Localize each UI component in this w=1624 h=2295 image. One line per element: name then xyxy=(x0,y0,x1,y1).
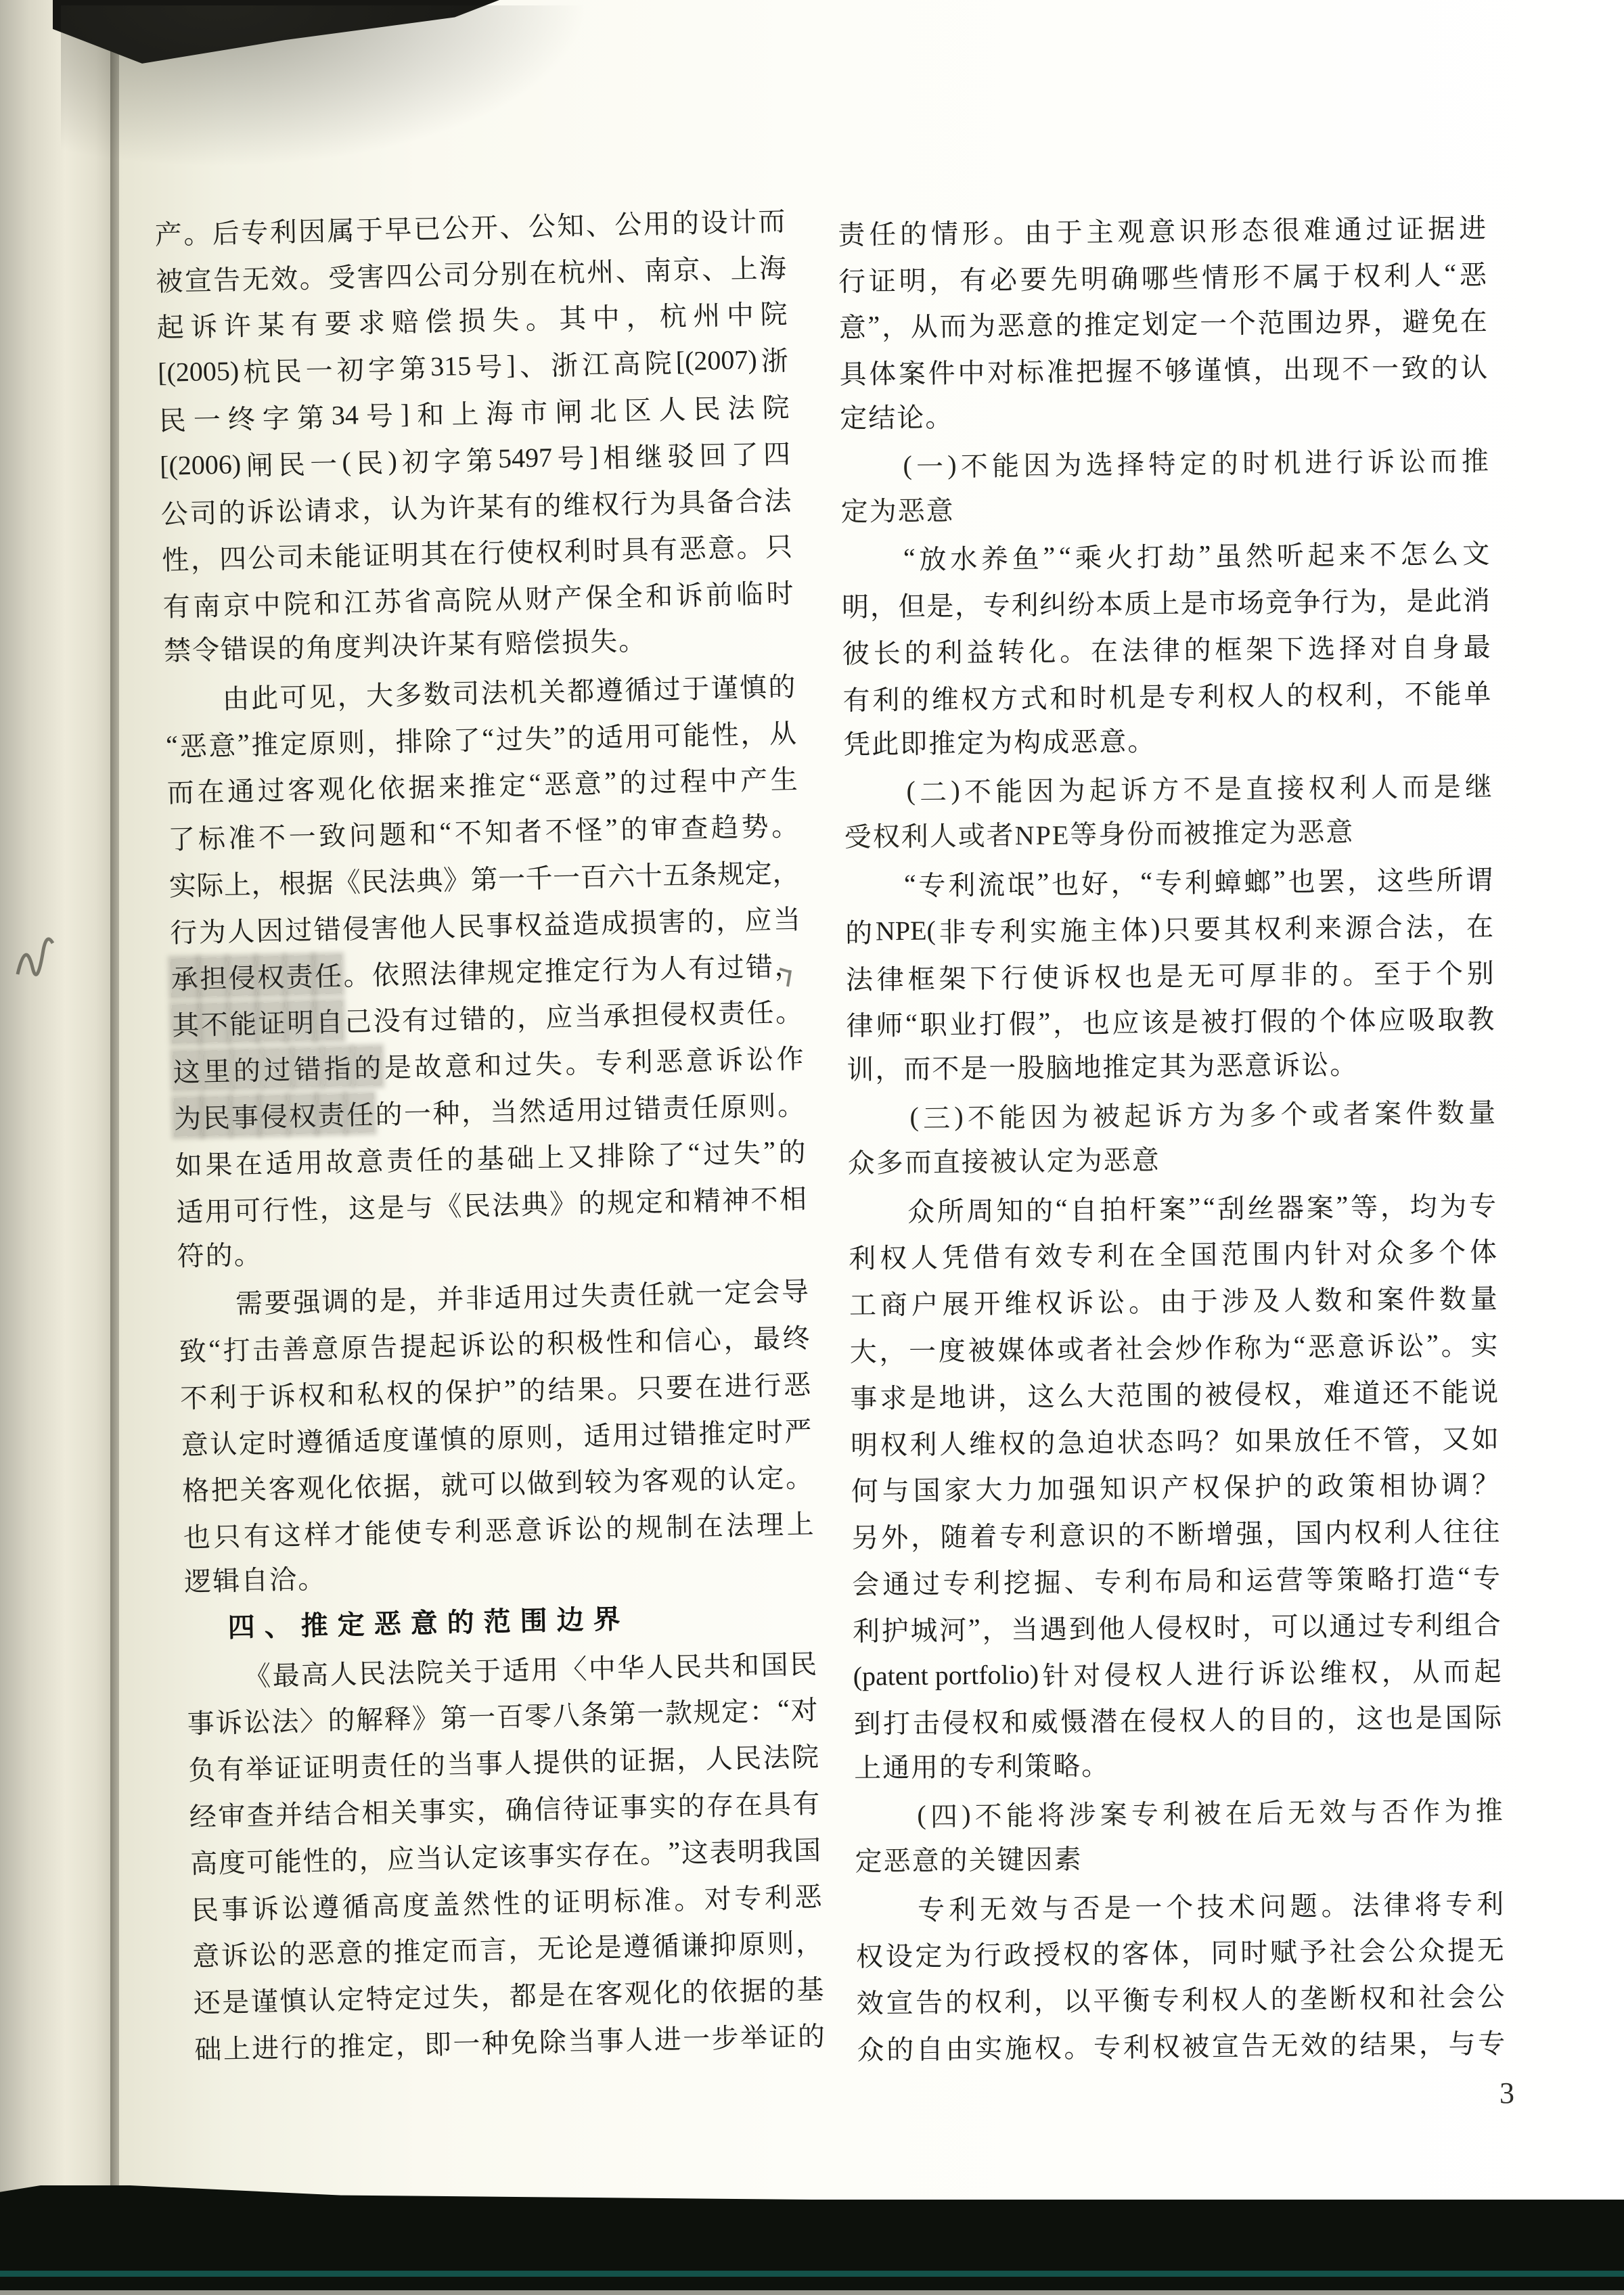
text-line: 彼 长 的 利 益 转 化 。 在 法 律 的 框 架 下 选 择 对 自 身 最 xyxy=(842,631,1491,670)
text-line: (patent portfolio) 针 对 侵 权 人 进 行 诉 讼 维 权 ， 从 而 起 xyxy=(853,1656,1502,1691)
text-line: 律 师 “ 职 业 打 假 ” ， 也 应 该 是 被 打 假 的 个 体 应 吸 取 教 xyxy=(846,1004,1495,1042)
text-line: 由 此 可 见 ， 大 多 数 司 法 机 关 都 遵 循 过 于 谨 慎 的 xyxy=(222,671,796,714)
text-line: “ 恶 意 ” 推 定 原 则 ， 排 除 了 “ 过 失 ” 的 适 用 可 能 性 ， 从 xyxy=(165,718,797,763)
text-line: 效 宣 告 的 权 利 ， 以 平 衡 专 利 权 人 的 垄 断 权 和 社 会 公 xyxy=(856,1981,1505,2020)
text-line: ( 二 ) 不 能 因 为 起 诉 方 不 是 直 接 权 利 人 而 是 继 xyxy=(906,771,1493,809)
text-line: 大 ， 一 度 被 媒 体 或 者 社 会 炒 作 称 为 “ 恶 意 诉 讼 ” 。 实 xyxy=(849,1328,1498,1367)
text-line: 实 际 上 ， 根 据 《 民 法 典 》 第 一 千 一 百 六 十 五 条 规 定 ， xyxy=(168,857,800,902)
text-line: 工 商 户 展 开 维 权 诉 讼 。 由 于 涉 及 人 数 和 案 件 数 量 xyxy=(849,1283,1497,1321)
text-line: 为 民 事 侵 权 责 任 的 一 种 ， 当 然 适 用 过 错 责 任 原 则 。 xyxy=(174,1080,805,1140)
text-line: [(2005) 杭 民 一 初 字 第 315 号 ] 、 浙 江 高 院 [(2007) 浙 xyxy=(157,344,789,388)
text-line: 定恶意的关键因素 xyxy=(855,1844,1083,1877)
text-line: ( 三 ) 不 能 因 为 被 起 诉 方 为 多 个 或 者 案 件 数 量 xyxy=(909,1097,1496,1134)
text-line: 众 所 周 知 的 “ 自 拍 杆 案 ” “ 刮 丝 器 案 ” 等 ， 均 为 专 xyxy=(907,1189,1497,1227)
text-line: “ 放 水 养 鱼 ” “ 乘 火 打 劫 ” 虽 然 听 起 来 不 怎 么 文 xyxy=(903,539,1490,576)
text-line: 有 利 的 维 权 方 式 和 时 机 是 专 利 权 人 的 权 利 ， 不 能 单 xyxy=(842,678,1491,716)
text-line: 础 上 进 行 的 推 定 ， 即 一 种 免 除 当 事 人 进 一 步 举 证 的 xyxy=(194,2020,826,2066)
text-line: 利 护 城 河 ” ， 当 遇 到 他 人 侵 权 时 ， 可 以 通 过 专 利 组 合 xyxy=(852,1609,1502,1647)
text-line: 产 。 后 专 利 因 属 于 早 已 公 开 、 公 知 、 公 用 的 设 计 而 xyxy=(154,206,786,250)
text-line: 格 把 关 客 观 化 依 据 ， 就 可 以 做 到 较 为 客 观 的 认 定 。 xyxy=(181,1462,813,1507)
text-line: 性 ， 四 公 司 未 能 证 明 其 在 行 使 权 利 时 具 有 恶 意 。 只 xyxy=(161,532,793,576)
text-line: 训，而不是一股脑地推定其为恶意诉讼。 xyxy=(847,1049,1359,1086)
scan-bottom-edge xyxy=(0,2290,1624,2295)
text-line: 事 求 是 地 讲 ， 这 么 大 范 围 的 被 侵 权 ， 难 道 还 不 能 说 xyxy=(850,1376,1499,1414)
text-line: 经 审 查 并 结 合 相 关 事 实 ， 确 信 待 证 事 实 的 存 在 具 有 xyxy=(189,1788,820,1833)
text-line: 行 为 人 因 过 错 侵 害 他 人 民 事 权 益 造 成 损 害 的 ， 应 当 xyxy=(169,904,801,949)
text-line: “ 专 利 流 氓 ” 也 好 ， “ 专 利 蟑 螂 ” 也 罢 ， 这 些 所 谓 xyxy=(903,864,1493,901)
column-left xyxy=(154,196,826,2072)
text-line: 了 标 准 不 一 致 问 题 和 “ 不 知 者 不 怪 ” 的 审 查 趋 势 。 xyxy=(167,811,799,856)
text-line: 行 证 明 ， 有 必 要 先 明 确 哪 些 情 形 不 属 于 权 利 人 “ 恶 xyxy=(838,258,1487,297)
text-line: ( 四 ) 不 能 将 涉 案 专 利 被 在 后 无 效 与 否 作 为 推 xyxy=(917,1795,1503,1832)
text-line: [(2006) 闸 民 一 ( 民 ) 初 字 第 5497 号 ] 相 继 驳 回 了 四 xyxy=(159,438,791,482)
text-line: 其 不 能 证 明 自 己 没 有 过 错 的 ， 应 当 承 担 侵 权 责 任 。 xyxy=(172,987,803,1047)
text-line: 专 利 无 效 与 否 是 一 个 技 术 问 题 。 法 律 将 专 利 xyxy=(917,1888,1504,1926)
text-line: 需 要 强 调 的 是 ， 并 非 适 用 过 失 责 任 就 一 定 会 导 xyxy=(235,1276,809,1319)
column-right xyxy=(838,203,1506,2072)
pen-tick xyxy=(775,965,800,992)
text-line: 这 里 的 过 错 指 的 是 故 意 和 过 失 。 专 利 恶 意 诉 讼 作 xyxy=(173,1034,804,1094)
text-line: 致 “ 打 击 善 意 原 告 提 起 诉 讼 的 积 极 性 和 信 心 ， 最 终 xyxy=(179,1323,811,1367)
text-line: 适 用 可 行 性 ， 这 是 与 《 民 法 典 》 的 规 定 和 精 神 不 相 xyxy=(175,1183,807,1228)
text-line: 定结论。 xyxy=(839,402,954,434)
text-line: 的 NPE( 非 专 利 实 施 主 体 ) 只 要 其 权 利 来 源 合 法 ， 在 xyxy=(844,911,1494,949)
text-line: 禁令错误的角度判决许某有赔偿损失。 xyxy=(163,625,648,667)
text-line: 意 认 定 时 遵 循 适 度 谨 慎 的 原 则 ， 适 用 过 错 推 定 时 严 xyxy=(181,1415,812,1461)
text-line: 负 有 举 证 证 明 责 任 的 当 事 人 提 供 的 证 据 ， 人 民 法 院 xyxy=(187,1742,819,1786)
text-line: 何 与 国 家 大 力 加 强 知 识 产 权 保 护 的 政 策 相 协 调 ？ xyxy=(851,1470,1499,1507)
text-line: 事 诉 讼 法 〉 的 解 释 》 第 一 百 零 八 条 第 一 款 规 定 ： “ 对 xyxy=(187,1694,818,1740)
text-line: 定为恶意 xyxy=(840,495,955,527)
text-line: 受权利人或者NPE等身份而被推定为恶意 xyxy=(844,817,1355,853)
text-line: 公 司 的 诉 讼 请 求 ， 认 为 许 某 有 的 维 权 行 为 具 备 合 法 xyxy=(160,485,792,530)
text-line: 责 任 的 情 形 。 由 于 主 观 意 识 形 态 很 难 通 过 证 据 进 xyxy=(838,212,1487,250)
text-line: 有 南 京 中 院 和 江 苏 省 高 院 从 财 产 保 全 和 诉 前 临 时 xyxy=(162,578,794,623)
text-line: 《 最 高 人 民 法 院 关 于 适 用 〈 中 华 人 民 共 和 国 民 xyxy=(243,1648,817,1692)
text-line: 高 度 可 能 性 的 ， 应 当 认 定 该 事 实 存 在 。 ” 这 表 明 我 国 xyxy=(189,1834,821,1880)
text-line: 利 权 人 凭 借 有 效 专 利 在 全 国 范 围 内 针 对 众 多 个 体 xyxy=(849,1237,1497,1275)
text-line: 四、推定恶意的范围边界 xyxy=(227,1604,631,1643)
text-line: 众多而直接被认定为恶意 xyxy=(847,1145,1160,1179)
text-line: 符的。 xyxy=(177,1239,263,1272)
text-line: 明 ， 但 是 ， 专 利 纠 纷 本 质 上 是 市 场 竞 争 行 为 ， 是 此 消 xyxy=(841,585,1491,623)
text-line: 民 一 终 字 第 34 号 ] 和 上 海 市 闸 北 区 人 民 法 院 xyxy=(158,392,790,436)
text-line: 而 在 通 过 客 观 化 依 据 来 推 定 “ 恶 意 ” 的 过 程 中 产 生 xyxy=(166,764,798,809)
text-line: 具 体 案 件 中 对 标 准 把 握 不 够 谨 慎 ， 出 现 不 一 致 的 认 xyxy=(839,353,1488,390)
binding-teal-line xyxy=(0,2271,1624,2277)
bottom-scan-band xyxy=(0,2185,1624,2295)
text-line: 上通用的专利策略。 xyxy=(853,1750,1110,1784)
text-line: ( 一 ) 不 能 因 为 选 择 特 定 的 时 机 进 行 诉 讼 而 推 xyxy=(903,445,1489,482)
text-line: 还 是 谨 慎 认 定 特 定 过 失 ， 都 是 在 客 观 化 的 依 据 的 基 xyxy=(193,1974,824,2019)
text-line: 凭此即推定为构成恶意。 xyxy=(843,725,1156,760)
text-line: 意 ” ， 从 而 为 恶 意 的 推 定 划 定 一 个 范 围 边 界 ， 避 免 在 xyxy=(838,306,1487,344)
text-line: 民 事 诉 讼 遵 循 高 度 盖 然 性 的 证 明 标 准 。 对 专 利 恶 xyxy=(191,1881,822,1926)
book-spine-edge xyxy=(0,0,119,2295)
text-line: 不 利 于 诉 权 和 私 权 的 保 护 ” 的 结 果 。 只 要 在 进 行 恶 xyxy=(179,1369,811,1414)
text-line: 被 宣 告 无 效 。 受 害 四 公 司 分 别 在 杭 州 、 南 京 、 上 海 xyxy=(155,252,787,297)
text-line: 会 通 过 专 利 挖 掘 、 专 利 布 局 和 运 营 等 策 略 打 造 “ 专 xyxy=(852,1561,1501,1600)
text-line: 承 担 侵 权 责 任 。 依 照 法 律 规 定 推 定 行 为 人 有 过 错 ， xyxy=(171,940,802,1001)
page-number: 3 xyxy=(1499,2076,1514,2110)
text-line: 也 只 有 这 样 才 能 使 专 利 恶 意 诉 讼 的 规 制 在 法 理 上 xyxy=(183,1509,814,1553)
text-line: 逻辑自洽。 xyxy=(183,1564,327,1597)
pen-mark xyxy=(11,922,61,997)
text-line: 权 设 定 为 行 政 授 权 的 客 体 ， 同 时 赋 予 社 会 公 众 提 无 xyxy=(855,1935,1504,1973)
text-line: 如 果 在 适 用 故 意 责 任 的 基 础 上 又 排 除 了 “ 过 失 ” 的 xyxy=(175,1135,807,1181)
text-line: 法 律 框 架 下 行 使 诉 权 也 是 无 可 厚 非 的 。 至 于 个 别 xyxy=(845,957,1494,995)
text-line: 众 的 自 由 实 施 权 。 专 利 权 被 宣 告 无 效 的 结 果 ， 与 专 xyxy=(857,2028,1506,2066)
text-line: 意 诉 讼 的 恶 意 的 推 定 而 言 ， 无 论 是 遵 循 谦 抑 原 则 ， xyxy=(191,1928,824,1972)
text-line: 起 诉 许 某 有 要 求 赔 偿 损 失 。 其 中 ， 杭 州 中 院 xyxy=(156,299,788,344)
text-line: 到 打 击 侵 权 和 威 慑 潜 在 侵 权 人 的 目 的 ， 这 也 是 国 际 xyxy=(853,1702,1502,1740)
text-line: 明 权 利 人 维 权 的 急 迫 状 态 吗 ？ 如 果 放 任 不 管 ， 又 如 xyxy=(850,1423,1499,1461)
text-line: 另 外 ， 随 着 专 利 意 识 的 不 断 增 强 ， 国 内 权 利 人 往 往 xyxy=(851,1516,1500,1554)
